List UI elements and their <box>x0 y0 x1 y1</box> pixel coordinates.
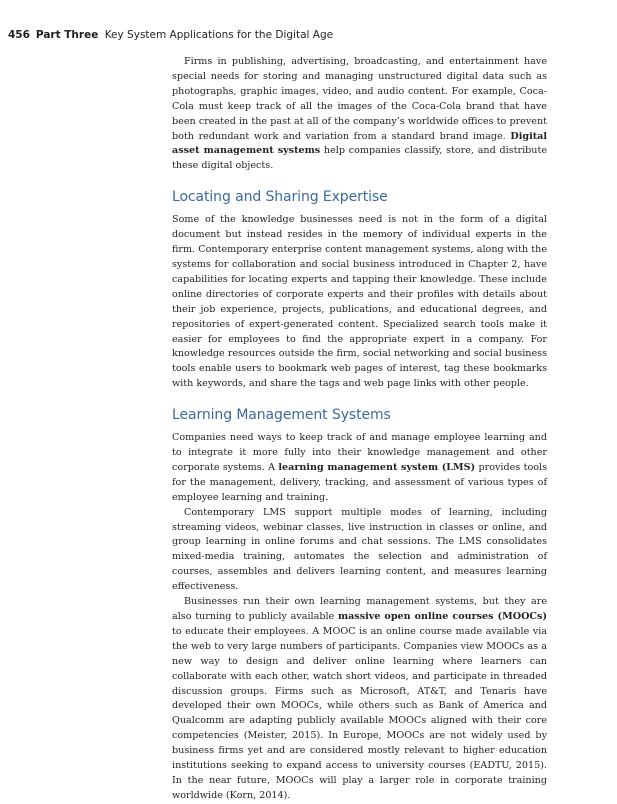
intro-text: Firms in publishing, advertising, broadcasting, and entertainment have special needs for storing and managing unstructured digital data such as photographs, graphic images, video, and audio content. For example, Coca-Cola must keep track of all the images of the Coca-Cola brand that have been created in the past at all of the company’s worldwide offices to prevent both redundant work and variation from a standard brand image. <box>172 56 547 142</box>
running-header <box>8 29 333 41</box>
intro-text-end: help companies classify, store, and distribute these digital objects. <box>172 145 548 172</box>
part-title: Key System Applications for the Digital Age <box>104 29 334 41</box>
body-text <box>172 55 547 804</box>
lms-paragraph-1 <box>172 431 547 506</box>
lms-p3-end: to educate their employees. A MOOC is an online course made available via the web to very large numbers of participants. Companies view MOOCs as a new way to design and deliver online learning where learners can collaborate with each other, watch short videos, and participate in threaded discussion groups. Firms such as Microsoft, AT&T, and Tenaris have developed their own MOOCs, while others such as Bank of America and Qualcomm are adapting publicly available MOOCs aligned with their core competencies (Meister, 2015). In Europe, MOOCs are not widely used by business firms yet and are considered mostly relevant to higher education institutions seeking to expand access to university courses (EADTU, 2015). In the near future, MOOCs will play a larger role in corporate training worldwide (Korn, 2014). <box>172 625 547 801</box>
term-mooc: massive open online courses (MOOCs) <box>337 611 547 622</box>
expertise-paragraph: Some of the knowledge businesses need is not in the form of a digital document but instead resides in the memory of individual experts in the firm. Contemporary enterprise content management systems, along with the systems for collaboration and social business introduced in Chapter 2, have capabilities for locating experts and tapping their knowledge. These include online directories of corporate experts and their profiles with details about their job experience, projects, publications, and educational degrees, and repositories of expert-generated content. Specialized search tools make it easier for employees to find the appropriate expert in a company. For knowledge resources outside the firm, social networking and social business tools enable users to bookmark web pages of interest, tag these bookmarks with keywords, and share the tags and web page links with other people. <box>172 214 547 390</box>
lms-p1-end: provides tools for the management, delivery, tracking, and assessment of various types of employee learning and training. <box>172 461 547 503</box>
term-digital-asset-management: Digital asset management systems <box>172 130 547 157</box>
heading-locating-expertise: Locating and Sharing Expertise <box>172 189 388 206</box>
intro-paragraph <box>172 55 547 174</box>
term-lms: learning management system (LMS) <box>278 461 476 473</box>
lms-paragraph-2: Contemporary LMS support multiple modes of learning, including streaming videos, webinar classes, live instruction in classes or online, and group learning in online forums and chat sessions. The LMS consolidates mixed-media training, automates the selection and administration of courses, assembles and delivers learning content, and measures learning effectiveness. <box>172 506 547 593</box>
page-number: 456 <box>8 29 30 41</box>
lms-paragraph-3 <box>172 595 547 804</box>
lms-p1-start: Companies need ways to keep track of and manage employee learning and to integrate it more fully into their knowledge management and other corporate systems. A <box>172 432 547 473</box>
lms-p3-start: Businesses run their own learning management systems, but they are also turning to publicly available <box>172 596 547 622</box>
part-label: Part Three <box>35 29 99 41</box>
heading-learning-management: Learning Management Systems <box>172 407 391 424</box>
